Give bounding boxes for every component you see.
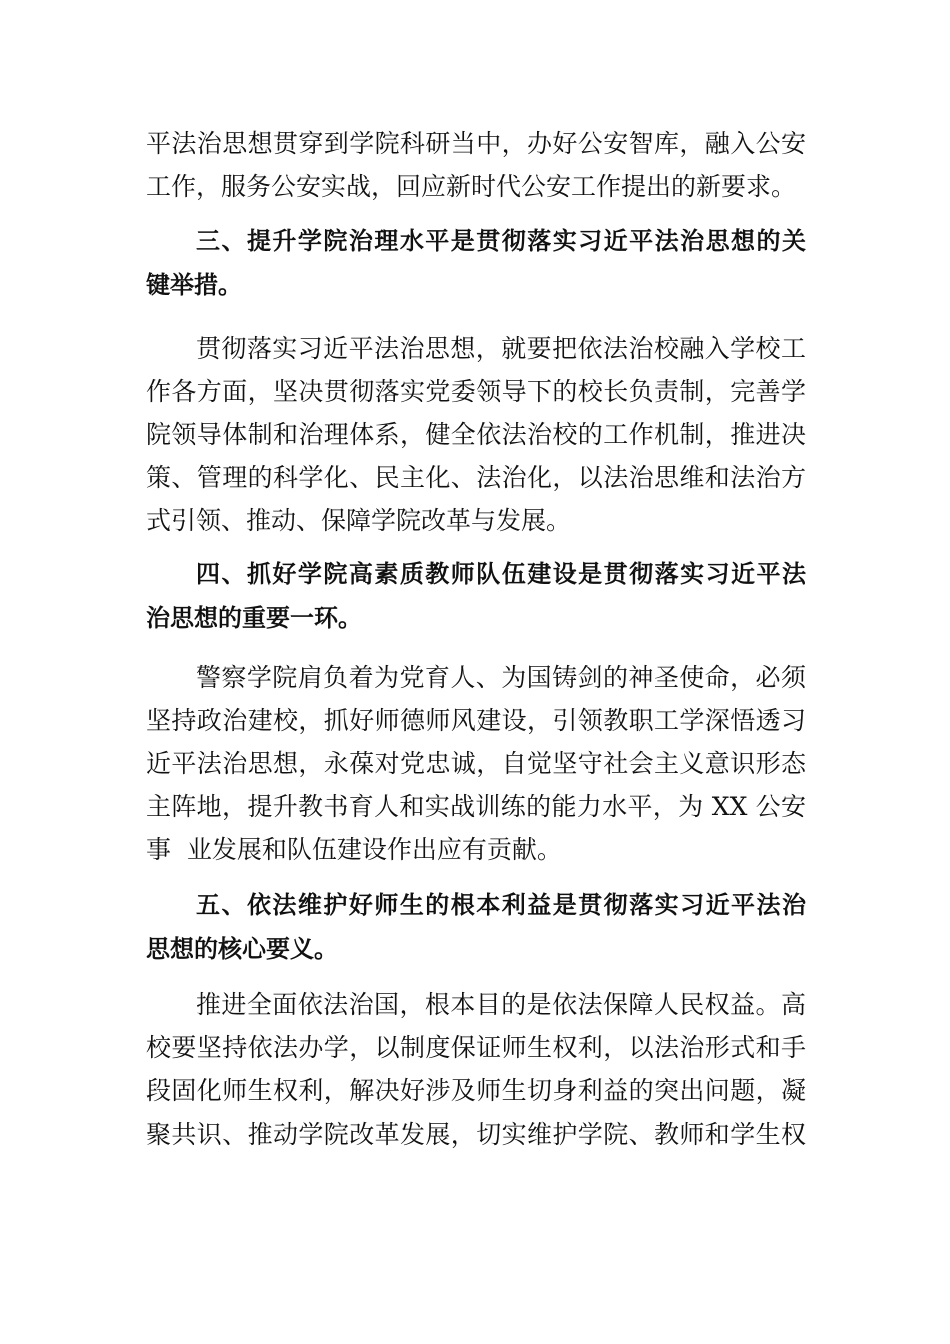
body-text-line: 平法治思想贯穿到学院科研当中，办好公安智库，融入公安	[146, 129, 806, 158]
section-3-heading: 键举措。	[146, 271, 242, 299]
body-text-line: 工作，服务公安实战，回应新时代公安工作提出的新要求。	[146, 172, 797, 201]
body-text-line: 校要坚持依法办学，以制度保证师生权利，以法治形式和手	[146, 1033, 806, 1062]
body-text-line: 推进全面依法治国，根本目的是依法保障人民权益。高	[196, 990, 806, 1019]
section-4-heading: 治思想的重要一环。	[146, 604, 362, 632]
body-text-line: 式引领、推动、保障学院改革与发展。	[146, 506, 572, 535]
section-5-heading: 思想的核心要义。	[146, 935, 338, 963]
body-text-line: 警察学院肩负着为党育人、为国铸剑的神圣使命，必须	[196, 663, 806, 692]
body-text-line: 作各方面，坚决贯彻落实党委领导下的校长负责制，完善学	[146, 377, 806, 406]
body-text-line: 聚共识、推动学院改革发展，切实维护学院、教师和学生权	[146, 1120, 806, 1149]
section-4-heading: 四、抓好学院高素质教师队伍建设是贯彻落实习近平法	[196, 560, 806, 588]
body-text-line: 贯彻落实习近平法治思想，就要把依法治校融入学校工	[196, 334, 806, 363]
section-5-heading: 五、依法维护好师生的根本利益是贯彻落实习近平法治	[196, 891, 806, 919]
body-text-line: 院领导体制和治理体系，健全依法治校的工作机制，推进决	[146, 420, 806, 449]
body-text-line: 近平法治思想，永葆对党忠诚，自觉坚守社会主义意识形态	[146, 749, 806, 778]
body-text-line: 策、管理的科学化、民主化、法治化，以法治思维和法治方	[146, 463, 806, 492]
body-text-line: 坚持政治建校，抓好师德师风建设，引领教职工学深悟透习	[146, 706, 806, 735]
section-3-heading: 三、提升学院治理水平是贯彻落实习近平法治思想的关	[196, 227, 806, 255]
body-text-line: 事 业发展和队伍建设作出应有贡献。	[146, 835, 562, 864]
body-text-line: 主阵地，提升教书育人和实战训练的能力水平，为 XX 公安	[146, 792, 806, 821]
body-text-line: 段固化师生权利，解决好涉及师生切身利益的突出问题，凝	[146, 1076, 806, 1105]
